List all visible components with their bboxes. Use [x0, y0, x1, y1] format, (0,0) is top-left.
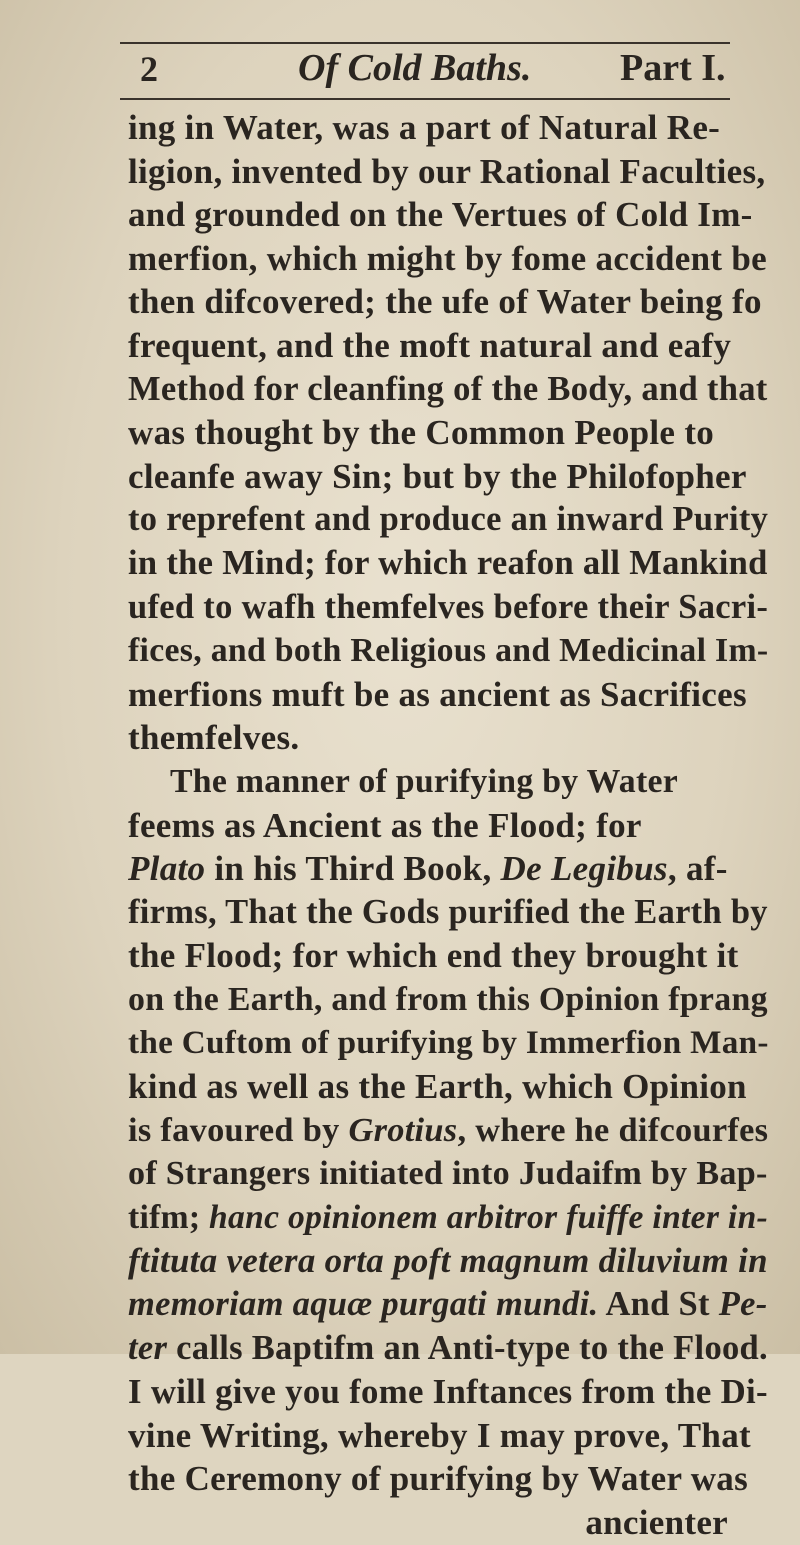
- text-line: fices, and both Religious and Medicinal Im-: [128, 632, 769, 670]
- text-line: of Strangers initiated into Judaifm by Bap-: [128, 1155, 768, 1193]
- page-number: 2: [140, 49, 158, 89]
- text-line: I will give you fome Inftances from the Di-: [128, 1372, 768, 1412]
- text-line: the Ceremony of purifying by Water was: [128, 1459, 749, 1499]
- paragraph-start-line: The manner of purifying by Water: [170, 762, 679, 800]
- text-line: ter calls Baptifm an Anti-type to the Flood.: [128, 1328, 768, 1367]
- text-line: to reprefent and produce an inward Purity: [128, 500, 769, 539]
- text-line: feems as Ancient as the Flood; for: [128, 805, 642, 845]
- text-line: memoriam aquæ purgati mundi. And St Pe-: [128, 1285, 768, 1324]
- text-line: is favoured by Grotius, where he difcourfes: [128, 1110, 769, 1149]
- running-header: [130, 40, 730, 96]
- text-line: then difcovered; the ufe of Water being fo: [128, 282, 762, 322]
- text-line: vine Writing, whereby I may prove, That: [128, 1415, 751, 1455]
- text-line: was thought by the Common People to: [128, 413, 715, 453]
- text-line: ligion, invented by our Rational Faculties,: [128, 151, 766, 191]
- text-line: ufed to wafh themfelves before their Sacri-: [128, 587, 769, 626]
- text-line: Plato in his Third Book, De Legibus, af-: [128, 849, 728, 889]
- part-label: Part I.: [620, 47, 726, 89]
- text-line: cleanfe away Sin; but by the Philofopher: [128, 456, 747, 496]
- running-title: Of Cold Baths.: [298, 47, 532, 89]
- text-line: and grounded on the Vertues of Cold Im-: [128, 195, 753, 235]
- text-line: tifm; hanc opinionem arbitror fuiffe inter in-: [128, 1198, 769, 1236]
- text-line: merfions muft be as ancient as Sacrifices: [128, 674, 747, 714]
- catchword: ancienter: [585, 1503, 728, 1542]
- body-text: [128, 106, 769, 1545]
- text-line: ftituta vetera orta poft magnum diluvium in: [128, 1241, 768, 1281]
- text-line: the Flood; for which end they brought it: [128, 936, 739, 976]
- text-line: themfelves.: [128, 718, 300, 758]
- text-line: on the Earth, and from this Opinion fprang: [128, 980, 768, 1018]
- text-line: Method for cleanfing of the Body, and that: [128, 369, 768, 408]
- text-line: the Cuftom of purifying by Immerfion Man-: [128, 1024, 769, 1062]
- text-line: frequent, and the moft natural and eafy: [128, 325, 732, 365]
- text-line: merfion, which might by fome accident be: [128, 238, 768, 278]
- header-rule-bottom: [120, 98, 730, 100]
- text-line: firms, That the Gods purified the Earth by: [128, 892, 768, 931]
- text-line: ing in Water, was a part of Natural Re-: [128, 108, 721, 147]
- text-line: kind as well as the Earth, which Opinion: [128, 1067, 747, 1107]
- text-line: in the Mind; for which reafon all Mankind: [128, 543, 768, 582]
